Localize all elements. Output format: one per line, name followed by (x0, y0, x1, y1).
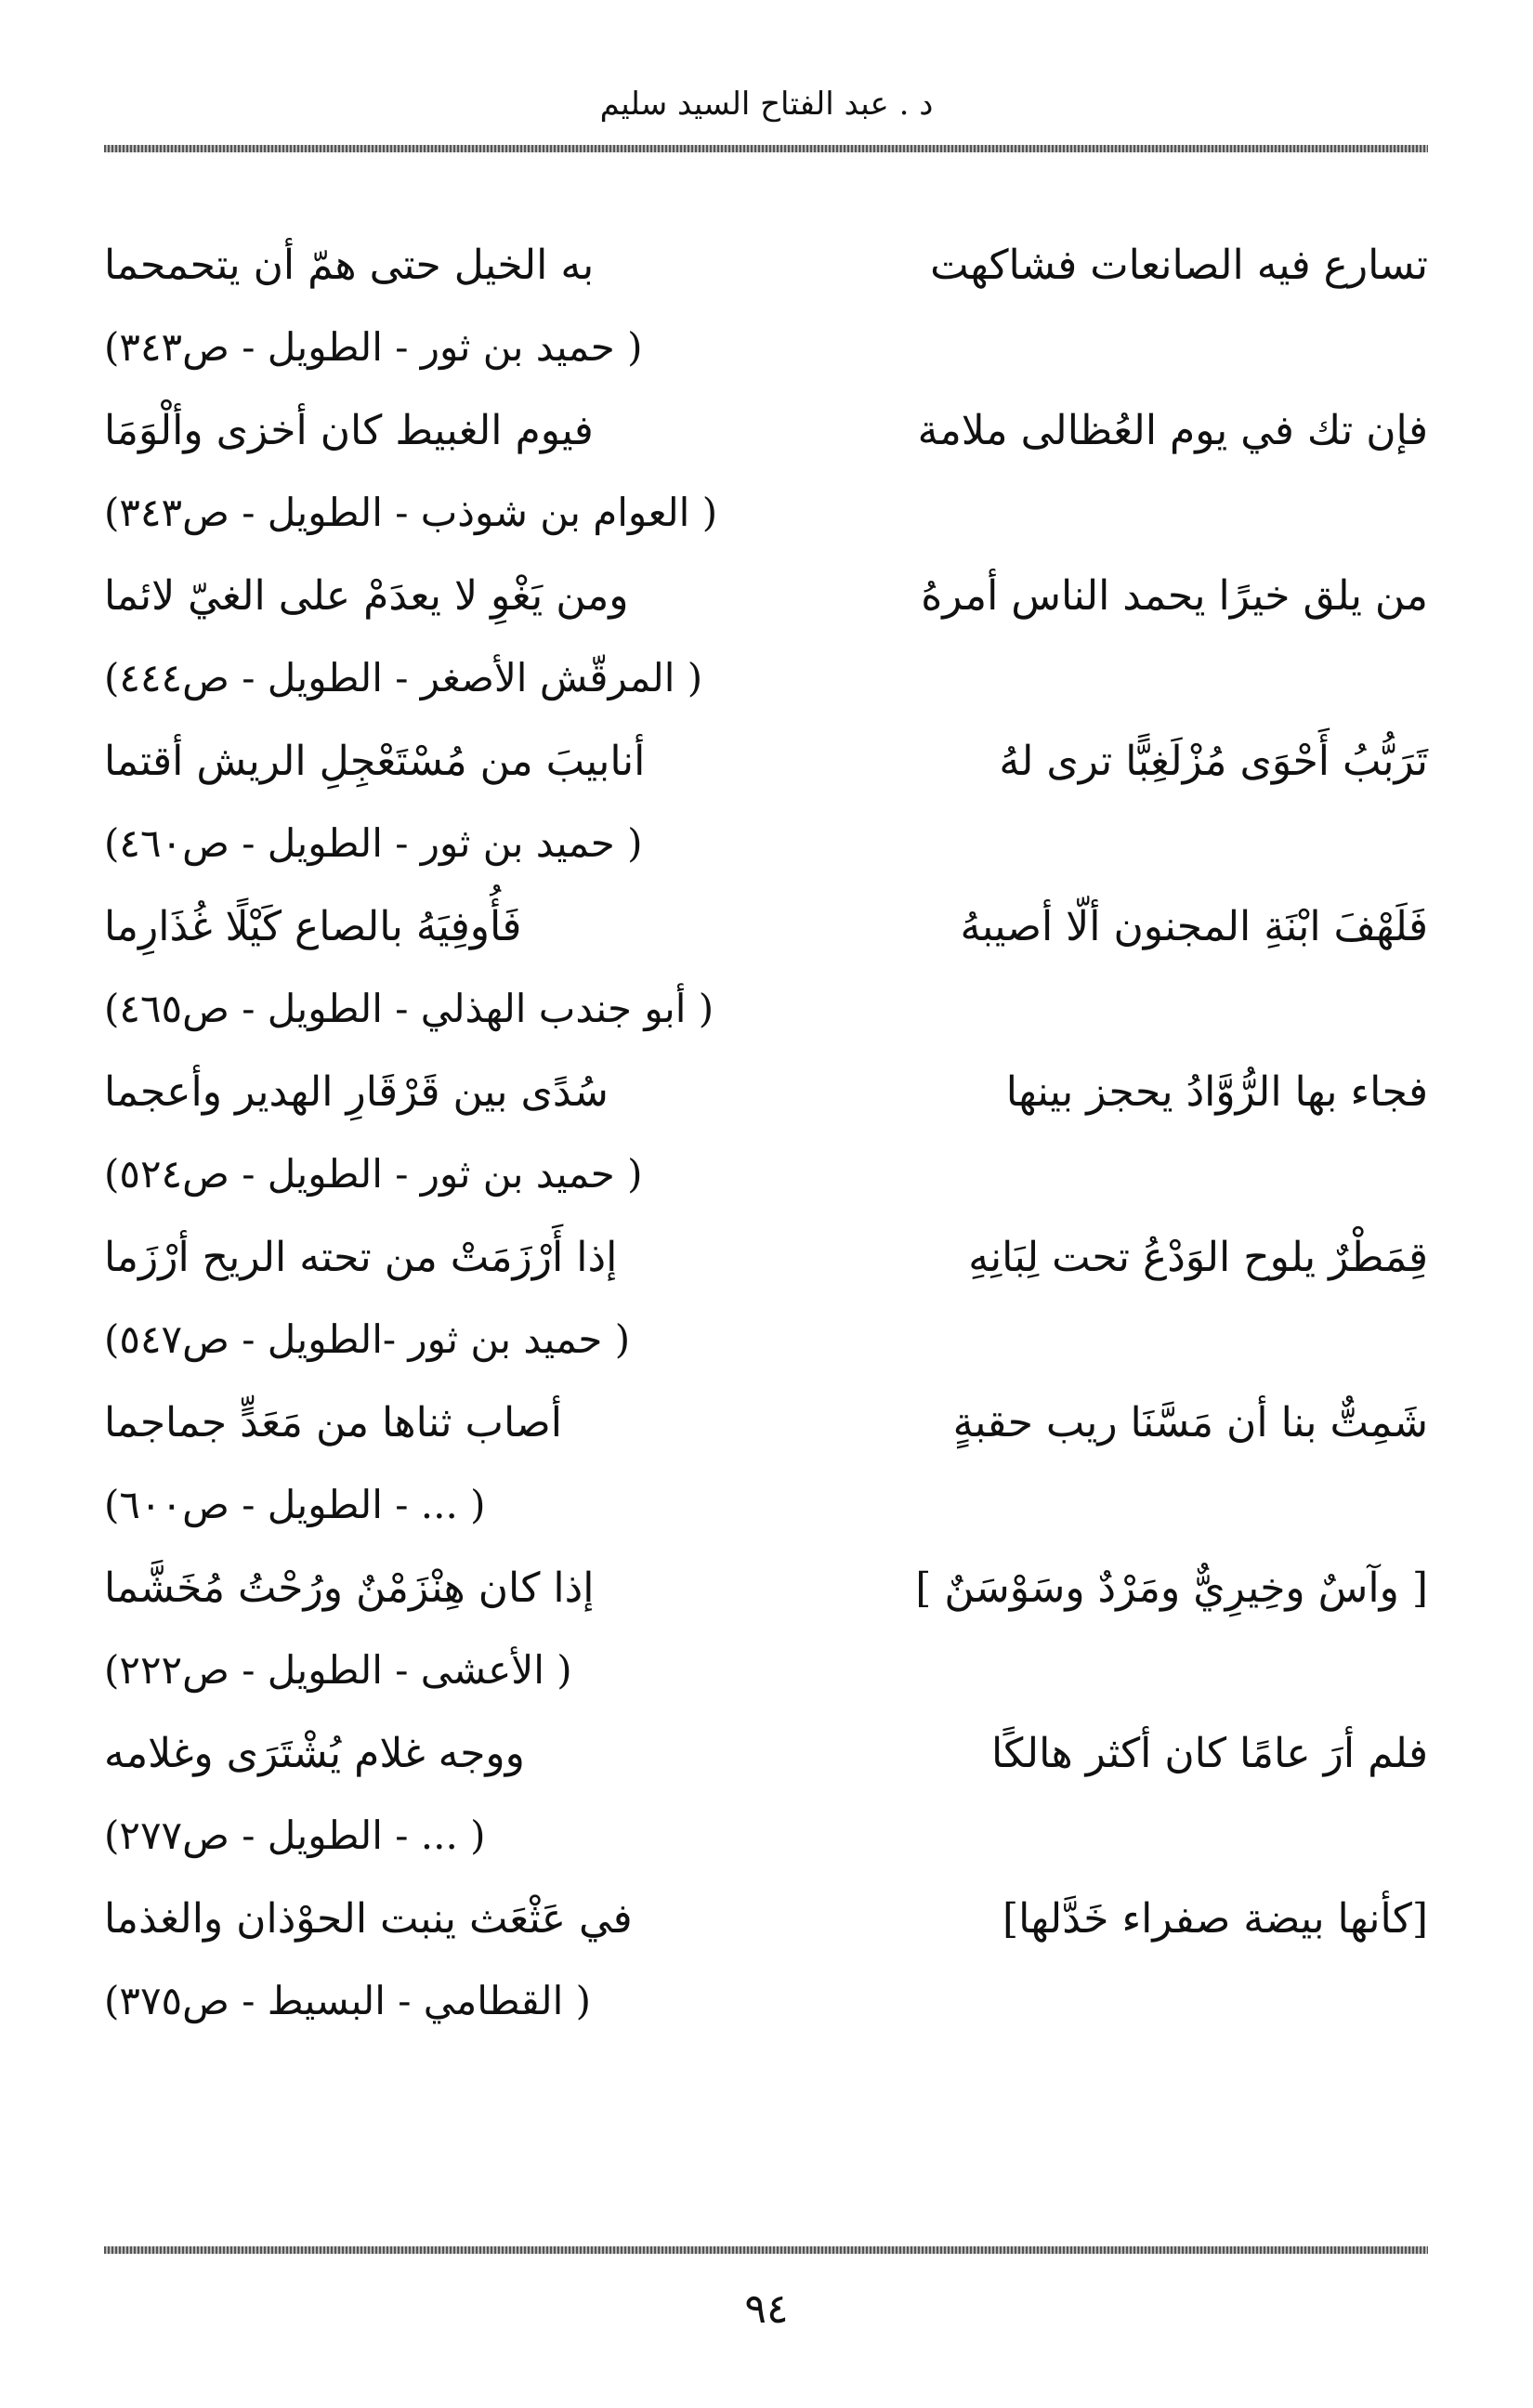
citation-text: ( القطامي - البسيط - ص٣٧٥) (104, 1978, 591, 2023)
second-hemistich: به الخيل حتى همّ أن يتحمحما (104, 242, 595, 289)
first-hemistich: فإن تك في يوم العُظالى ملامة (917, 407, 1428, 454)
first-hemistich: [ وآسٌ وخِيرِيٌّ ومَرْدٌ وسَوْسَنٌ ] (915, 1564, 1428, 1612)
verse-citation (104, 1141, 1428, 1208)
first-hemistich: فلم أرَ عامًا كان أكثر هالكًا (990, 1730, 1428, 1777)
running-header: د . عبد الفتاح السيد سليم (599, 85, 934, 123)
verse-line (104, 1059, 1428, 1126)
citation-text: ( ... - الطويل - ص٢٧٧) (104, 1813, 486, 1858)
first-hemistich: فَلَهْفَ ابْنَةِ المجنون ألّا أصيبهُ (960, 903, 1428, 950)
first-hemistich: قِمَطْرٌ يلوح الوَدْعُ تحت لِبَانِهِ (968, 1234, 1428, 1281)
verse-citation (104, 1306, 1428, 1373)
first-hemistich: [كأنها بيضة صفراء خَدَّلها] (1002, 1895, 1428, 1943)
citation-text: ( الأعشى - الطويل - ص٢٢٢) (104, 1647, 572, 1693)
verse-citation (104, 1968, 1428, 2035)
verse-entry (104, 1721, 1428, 1886)
second-hemistich: فيوم الغبيط كان أخزى وألْوَمَا (104, 407, 594, 454)
footer-rule (104, 2246, 1428, 2254)
verse-line (104, 1886, 1428, 1953)
second-hemistich: ومن يَغْوِ لا يعدَمْ على الغيّ لائما (104, 572, 629, 620)
citation-text: ( حميد بن ثور -الطويل - ص٥٤٧) (104, 1316, 631, 1362)
verse-entry (104, 1224, 1428, 1390)
first-hemistich: تَرَبُّبُ أَحْوَى مُزْلَغِبًّا ترى لهُ (999, 738, 1428, 785)
citation-text: ( ... - الطويل - ص٦٠٠) (104, 1482, 486, 1527)
verse-citation (104, 1802, 1428, 1869)
verse-citation (104, 1472, 1428, 1538)
second-hemistich: فَأُوفِيَهُ بالصاع كَيْلًا غُذَارِما (104, 903, 522, 950)
verse-line (104, 232, 1428, 299)
first-hemistich: فجاء بها الرُّوَّادُ يحجز بينها (1005, 1068, 1428, 1116)
verse-line (104, 398, 1428, 465)
verse-line (104, 728, 1428, 795)
verse-line (104, 1224, 1428, 1291)
second-hemistich: إذا أَرْزَمَتْ من تحته الريح أرْزَما (104, 1234, 618, 1281)
second-hemistich: في عَثْعَث ينبت الحوْذان والغذما (104, 1895, 633, 1943)
second-hemistich: سُدًى بين قَرْقَارِ الهدير وأعجما (104, 1068, 609, 1116)
verse-line (104, 1721, 1428, 1787)
verse-entry (104, 1390, 1428, 1555)
citation-text: ( حميد بن ثور - الطويل - ص٣٤٣) (104, 324, 643, 370)
page-number: ٩٤ (744, 2285, 789, 2333)
verse-citation (104, 314, 1428, 381)
verse-citation (104, 479, 1428, 546)
second-hemistich: أصاب ثناها من مَعَدٍّ جماجما (104, 1399, 562, 1446)
verse-line (104, 1390, 1428, 1457)
verse-entry (104, 398, 1428, 563)
citation-text: ( أبو جندب الهذلي - الطويل - ص٤٦٥) (104, 986, 714, 1031)
verse-line (104, 563, 1428, 630)
verse-entry (104, 894, 1428, 1059)
first-hemistich: تسارع فيه الصانعات فشاكهت (930, 242, 1428, 289)
verse-entry (104, 728, 1428, 894)
header-rule (104, 145, 1428, 152)
verse-citation (104, 1637, 1428, 1704)
verse-line (104, 894, 1428, 961)
verse-entry (104, 563, 1428, 728)
second-hemistich: أنابيبَ من مُسْتَعْجِلِ الريش أقتما (104, 738, 646, 785)
verse-citation (104, 810, 1428, 877)
first-hemistich: من يلق خيرًا يحمد الناس أمرهُ (921, 572, 1428, 620)
verse-entry (104, 1555, 1428, 1721)
citation-text: ( حميد بن ثور - الطويل - ص٥٢٤) (104, 1151, 643, 1197)
citation-text: ( حميد بن ثور - الطويل - ص٤٦٠) (104, 820, 643, 866)
verse-citation (104, 975, 1428, 1042)
second-hemistich: إذا كان هِنْزَمْنٌ ورُحْتُ مُخَشَّما (104, 1564, 595, 1612)
citation-text: ( العوام بن شوذب - الطويل - ص٣٤٣) (104, 490, 718, 535)
verse-citation (104, 645, 1428, 712)
verse-list (104, 232, 1428, 2051)
verse-line (104, 1555, 1428, 1622)
verse-entry (104, 1886, 1428, 2051)
citation-text: ( المرقّش الأصغر - الطويل - ص٤٤٤) (104, 655, 703, 700)
first-hemistich: شَمِتٌّ بنا أن مَسَّنَا ريب حقبةٍ (952, 1399, 1428, 1446)
verse-entry (104, 232, 1428, 398)
second-hemistich: ووجه غلام يُشْتَرَى وغلامه (104, 1730, 525, 1777)
verse-entry (104, 1059, 1428, 1224)
